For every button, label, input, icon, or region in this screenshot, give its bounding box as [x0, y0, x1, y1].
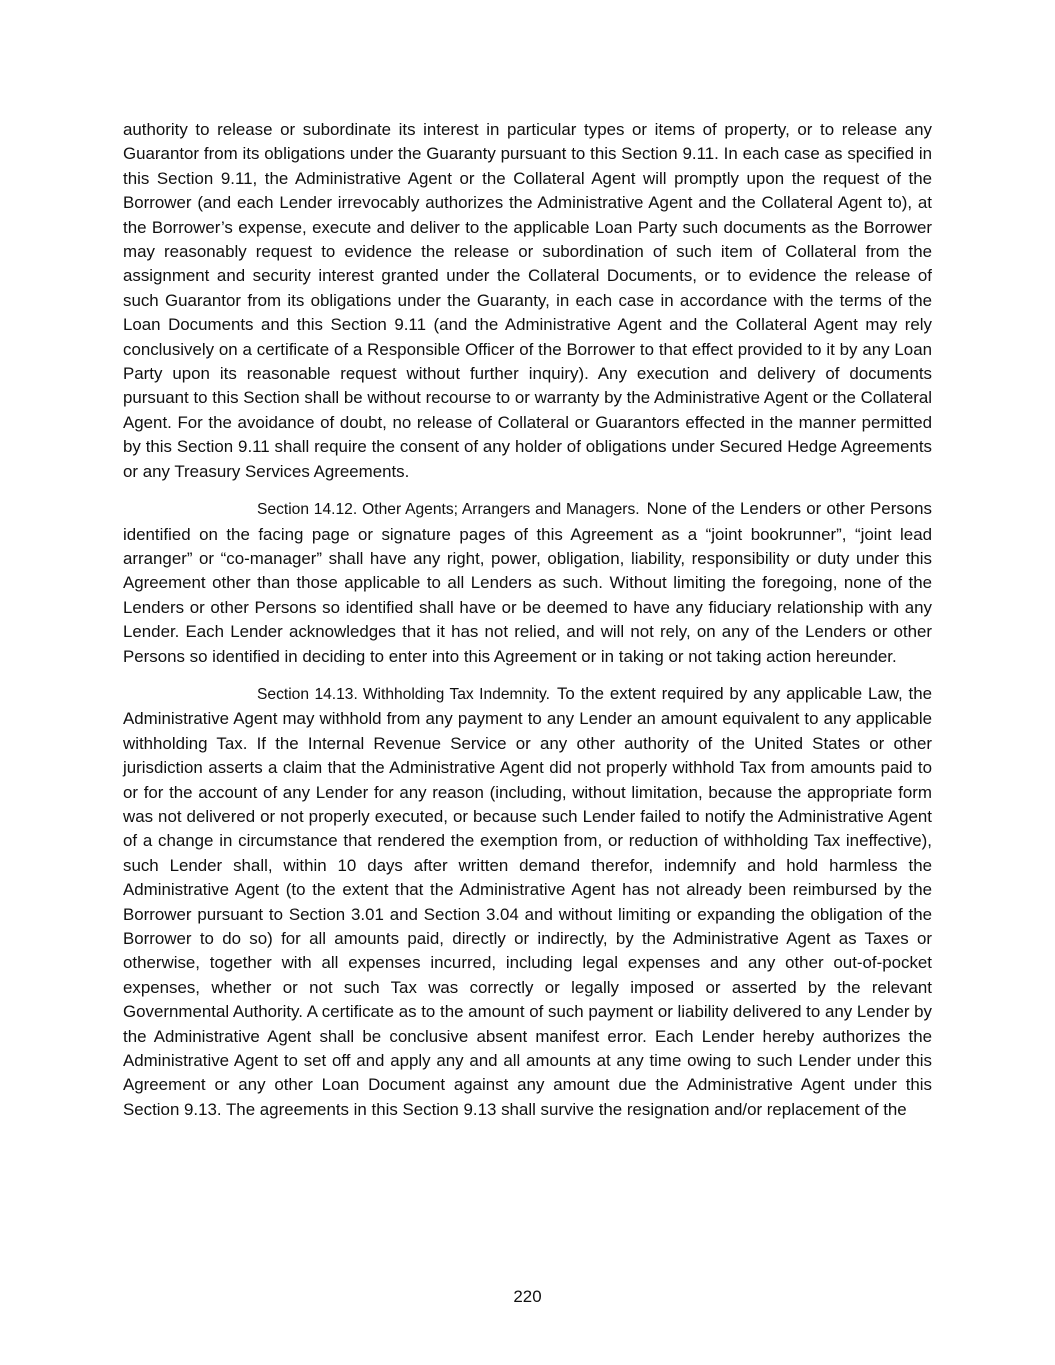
section-number: Section 14.13.: [257, 685, 358, 703]
paragraph-text: authority to release or subordinate its interest in particular types or items of property, or to release any Guarantor from its obligations under the Guaranty pursuant to this Section 9.11. In each case as specified in this Section 9.11, the Administrative Agent or the Collateral Agent will promptly upon the request of the Borrower (and each Lender irrevocably authorizes the Administrative Agent and the Collateral Agent to), at the Borrower’s expense, execute and deliver to the applicable Loan Party such documents as the Borrower may reasonably request to evidence the release or subordination of such item of Collateral from the assignment and security interest granted under the Collateral Documents, or to evidence the release of such Guarantor from its obligations under the Guaranty, in each case in accordance with the terms of the Loan Documents and this Section 9.11 (and the Administrative Agent and the Collateral Agent may rely conclusively on a certificate of a Responsible Officer of the Borrower to that effect provided to it by any Loan Party upon its reasonable request without further inquiry). Any execution and delivery of documents pursuant to this Section shall be without recourse to or warranty by the Administrative Agent or the Collateral Agent. For the avoidance of doubt, no release of Collateral or Guarantors effected in the manner permitted by this Section 9.11 shall require the consent of any holder of obligations under Secured Hedge Agreements or any Treasury Services Agreements.: [123, 120, 932, 481]
paragraph-section-9-11-continuation: [123, 118, 932, 484]
section-title: Withholding Tax Indemnity.: [362, 685, 550, 703]
paragraph-text: None of the Lenders or other Persons identified on the facing page or signature pages of this Agreement as a “joint bookrunner”, “joint lead arranger” or “co-manager” shall have any right, power, obligation, liability, responsibility or duty under this Agreement other than those applicable to all Lenders as such. Without limiting the foregoing, none of the Lenders or other Persons so identified shall have or be deemed to have any fiduciary relationship with any Lender. Each Lender acknowledges that it has not relied, and will not rely, on any of the Lenders or other Persons so identified in deciding to enter into this Agreement or in taking or not taking action hereunder.: [123, 499, 932, 666]
page-number: 220: [513, 1286, 542, 1306]
paragraph-section-14-13: [123, 682, 932, 1122]
section-title: Other Agents; Arrangers and Managers.: [362, 501, 640, 519]
paragraph-section-14-12: [123, 497, 932, 669]
paragraph-text: To the extent required by any applicable Law, the Administrative Agent may withhold from any payment to any Lender an amount equivalent to any applicable withholding Tax. If the Internal Revenue Service or any other authority of the United States or other jurisdiction asserts a claim that the Administrative Agent did not properly withhold Tax from amounts paid to or for the account of any Lender for any reason (including, without limitation, because the appropriate form was not delivered or not properly executed, or because such Lender failed to notify the Administrative Agent of a change in circumstance that rendered the exemption from, or reduction of withholding Tax ineffective), such Lender shall, within 10 days after written demand therefor, indemnify and hold harmless the Administrative Agent (to the extent that the Administrative Agent has not already been reimbursed by the Borrower pursuant to Section 3.01 and Section 3.04 and without limiting or expanding the obligation of the Borrower to do so) for all amounts paid, directly or indirectly, by the Administrative Agent as Taxes or otherwise, together with all expenses incurred, including legal expenses and any other out-of-pocket expenses, whether or not such Tax was correctly or legally imposed or asserted by the relevant Governmental Authority. A certificate as to the amount of such payment or liability delivered to any Lender by the Administrative Agent shall be conclusive absent manifest error. Each Lender hereby authorizes the Administrative Agent to set off and apply any and all amounts at any time owing to such Lender under this Agreement or any other Loan Document against any amount due the Administrative Agent under this Section 9.13. The agreements in this Section 9.13 shall survive the resignation and/or replacement of the: [123, 683, 932, 1119]
section-number: Section 14.12.: [257, 501, 358, 519]
